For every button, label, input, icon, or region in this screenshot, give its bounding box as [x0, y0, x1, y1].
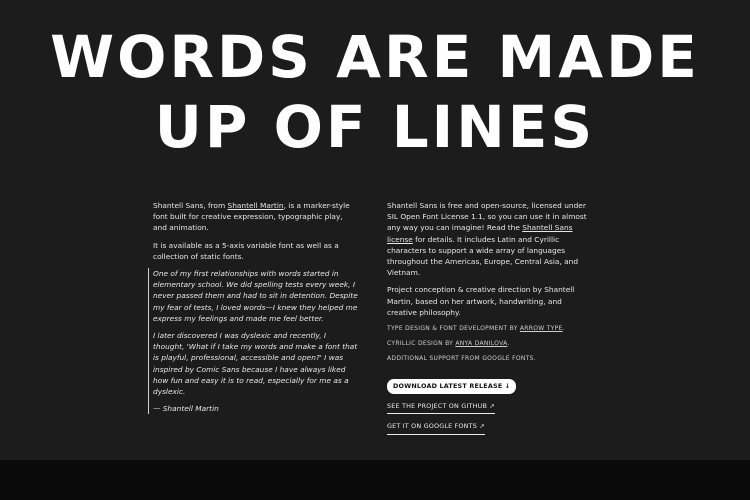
page-title	[0, 22, 750, 162]
license-paragraph	[387, 200, 592, 278]
license-text-pre: Shantell Sans is free and open-source, licensed under SIL Open Font License 1.1, so you can use it in almost any way you can imagine! Read the	[387, 201, 587, 233]
right-column	[387, 200, 592, 441]
github-row	[387, 400, 592, 414]
footer-bar	[0, 460, 750, 500]
license-text-post: for details. It includes Latin and Cyrillic characters to support a wide array of languages throughout the Americas, Europe, Central Asia, and Vietnam.	[387, 234, 579, 278]
google-fonts-link[interactable]: GET IT ON GOOGLE FONTS ↗	[387, 421, 485, 434]
credit-type-design	[387, 324, 592, 333]
quote-author: — Shantell Martin	[153, 404, 219, 414]
shantell-martin-link[interactable]: Shantell Martin	[227, 201, 284, 210]
github-link[interactable]: SEE THE PROJECT ON GITHUB ↗	[387, 401, 495, 414]
license-link[interactable]: Shantell Sans license	[387, 223, 573, 244]
headline-line-2: UP OF LINES	[154, 93, 596, 161]
anya-danilova-link[interactable]: ANYA DANILOVA	[455, 340, 508, 348]
quote-block	[148, 268, 358, 414]
variable-font-paragraph: It is available as a 5-axis variable font as well as a collection of static fonts.	[153, 240, 339, 261]
credit-cyrillic-post: .	[507, 340, 510, 348]
intro-paragraph	[153, 200, 358, 234]
download-release-button[interactable]: DOWNLOAD LATEST RELEASE ↓	[387, 379, 516, 394]
quote-paragraph-1: One of my first relationships with words started in elementary school. We did spelling tests every week, I never passed them and had to sit in detention. Despite my fear of tests, I loved words—I knew they helped me express my feelings and made me feel better.	[153, 269, 358, 323]
left-column	[153, 200, 358, 414]
credit-type-design-pre: TYPE DESIGN & FONT DEVELOPMENT BY	[387, 325, 520, 333]
quote-paragraph-2: I later discovered I was dyslexic and recently, I thought, 'What if I take my words and make a font that is playful, professional, accessible and open?' I was inspired by Comic Sans because I have always liked how fun and easy it is to read, especially for me as a dyslexic.	[153, 331, 358, 397]
credit-cyrillic-pre: CYRILLIC DESIGN BY	[387, 340, 456, 348]
google-fonts-row	[387, 420, 592, 434]
download-row	[387, 369, 592, 394]
credit-google: ADDITIONAL SUPPORT FROM GOOGLE FONTS.	[387, 355, 536, 363]
arrow-type-link[interactable]: ARROW TYPE	[519, 325, 563, 333]
credit-cyrillic	[387, 339, 592, 348]
headline-line-1: WORDS ARE MADE	[50, 23, 700, 91]
credit-type-design-post: .	[562, 325, 565, 333]
intro-text-pre: Shantell Sans, from	[153, 201, 228, 210]
intro-text-post: , is a marker-style font built for creative expression, typographic play, and animation.	[153, 201, 350, 233]
project-paragraph: Project conception & creative direction by Shantell Martin, based on her artwork, handwriting, and creative philosophy.	[387, 285, 575, 317]
